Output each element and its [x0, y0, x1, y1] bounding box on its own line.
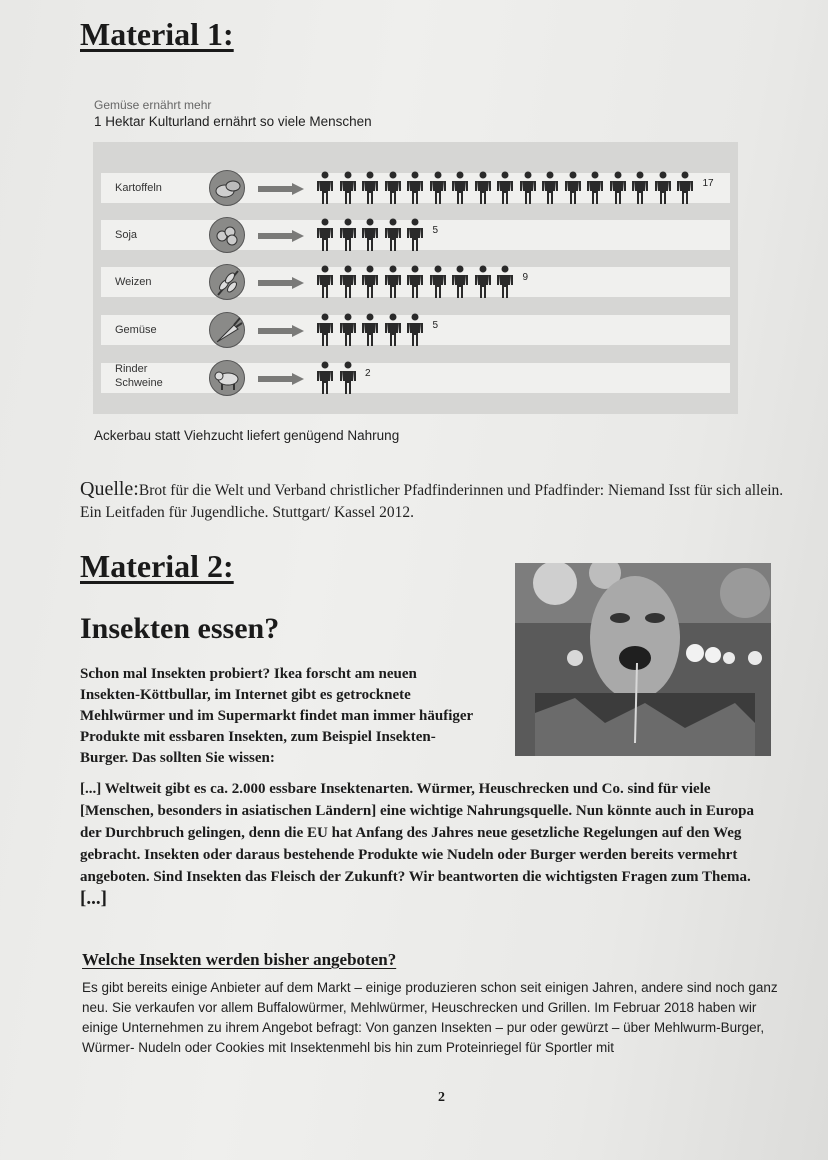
row-label: Rinder Schweine — [115, 363, 163, 389]
source-citation — [80, 478, 800, 524]
person-count: 5 — [432, 320, 439, 331]
photo-illustration — [515, 563, 771, 756]
article-paragraph — [80, 778, 770, 911]
person-icon — [384, 312, 402, 348]
person-icon — [361, 264, 379, 300]
arrow-right-icon — [258, 229, 304, 241]
person-icon — [406, 217, 424, 253]
wheat-icon — [209, 264, 245, 300]
person-icon — [519, 170, 537, 206]
section-question: Welche Insekten werden bisher angeboten? — [82, 950, 397, 969]
person-count: 5 — [432, 225, 439, 236]
person-icon — [361, 170, 379, 206]
vegetable-icon — [209, 312, 245, 348]
person-icon — [384, 170, 402, 206]
arrow-right-icon — [258, 372, 304, 384]
section-answer: Es gibt bereits einige Anbieter auf dem Markt – einige produzieren schon seit einigen Jahren, andere sind noch ganz neu. Sie verkaufen vor allem Buffalowürmer, Mehlwürmer, Heuschrecken und Grillen. Im Februar 2018 haben wir einige Unternehmen zu ihrem Angebot befragt: Von ganzen Insekten – pur oder gewürzt – über Mehlwurm-Burger, Würmer- Nudeln oder Cookies mit Insektenmehl bis hin zum Proteinriegel für Sportler mit — [82, 980, 778, 1055]
row-label: Gemüse — [115, 324, 157, 336]
person-icon — [384, 264, 402, 300]
arrow-right-icon — [258, 182, 304, 194]
chart-title: 1 Hektar Kulturland ernährt so viele Menschen — [94, 114, 372, 129]
person-icon — [496, 170, 514, 206]
page-number: 2 — [438, 1090, 445, 1105]
person-icon — [609, 170, 627, 206]
person-icon — [474, 264, 492, 300]
soybean-icon — [209, 217, 245, 253]
person-icon — [339, 217, 357, 253]
row-label: Kartoffeln — [115, 182, 162, 194]
person-icon — [654, 170, 672, 206]
person-icon — [406, 312, 424, 348]
person-icon — [451, 170, 469, 206]
person-icon — [586, 170, 604, 206]
person-icon — [339, 360, 357, 396]
source-line1: Brot für die Welt und Verband christlicher Pfadfinderinnen und Pfadfinder: Niemand Isst für sich allein. — [138, 482, 784, 499]
person-count: 9 — [522, 272, 529, 283]
person-icon — [339, 312, 357, 348]
livestock-icon — [209, 360, 245, 396]
person-icon — [316, 264, 334, 300]
person-icon — [541, 170, 559, 206]
potato-icon — [209, 170, 245, 206]
person-icon — [339, 170, 357, 206]
row-label: Weizen — [115, 276, 152, 288]
person-icon — [384, 217, 402, 253]
person-icon — [361, 217, 379, 253]
person-icon — [316, 312, 334, 348]
person-icon — [406, 170, 424, 206]
chart-subtitle: Gemüse ernährt mehr — [94, 98, 212, 112]
material1-heading: Material 1: — [80, 16, 234, 52]
article-paragraph-end: [...] — [80, 888, 107, 909]
source-line2: Ein Leitfaden für Jugendliche. Stuttgart/ Kassel 2012. — [80, 504, 415, 521]
person-icon — [429, 170, 447, 206]
article-intro: Schon mal Insekten probiert? Ikea forscht am neuen Insekten-Köttbullar, im Internet gibt es getrocknete Mehlwürmer und im Supermarkt findet man immer häufiger Produkte mit essbaren Insekten, zum Beispiel Insekten-Burger. Das sollten Sie wissen: — [80, 666, 473, 766]
material2-heading: Material 2: — [80, 548, 234, 584]
person-icon — [676, 170, 694, 206]
man-eating-insect-photo — [515, 563, 771, 756]
chart-row — [101, 363, 730, 393]
person-icon — [474, 170, 492, 206]
people-fed-chart — [93, 142, 738, 414]
person-count: 17 — [702, 178, 714, 189]
person-count: 2 — [365, 368, 371, 379]
arrow-right-icon — [258, 324, 304, 336]
arrow-right-icon — [258, 276, 304, 288]
source-lead: Quelle: — [80, 478, 139, 500]
person-icon — [339, 264, 357, 300]
person-icon — [316, 360, 334, 396]
person-icon — [496, 264, 514, 300]
row-label: Soja — [115, 229, 138, 241]
person-icon — [361, 312, 379, 348]
person-icon — [316, 217, 334, 253]
person-icon — [451, 264, 469, 300]
person-icon — [631, 170, 649, 206]
article-title: Insekten essen? — [80, 612, 280, 645]
person-icon — [429, 264, 447, 300]
chart-caption: Ackerbau statt Viehzucht liefert genügend Nahrung — [94, 428, 400, 443]
person-icon — [406, 264, 424, 300]
article-paragraph-text: [...] Weltweit gibt es ca. 2.000 essbare Insektenarten. Würmer, Heuschrecken und Co. sind für viele [Menschen, besonders in asiatischen Ländern] eine wichtige Nahrungsquelle. Nun könnte auch in Europa der Durchbruch gelingen, denn die EU hat Anfang des Jahres neue gesetzliche Regelungen auf den Weg gebracht. Insekten oder daraus bestehende Produkte wie Nudeln oder Burger werden bereits vermehrt angeboten. Sind Insekten das Fleisch der Zukunft? Wir beantworten die wichtigsten Fragen zum Thema. — [80, 781, 754, 885]
person-icon — [316, 170, 334, 206]
person-icon — [564, 170, 582, 206]
